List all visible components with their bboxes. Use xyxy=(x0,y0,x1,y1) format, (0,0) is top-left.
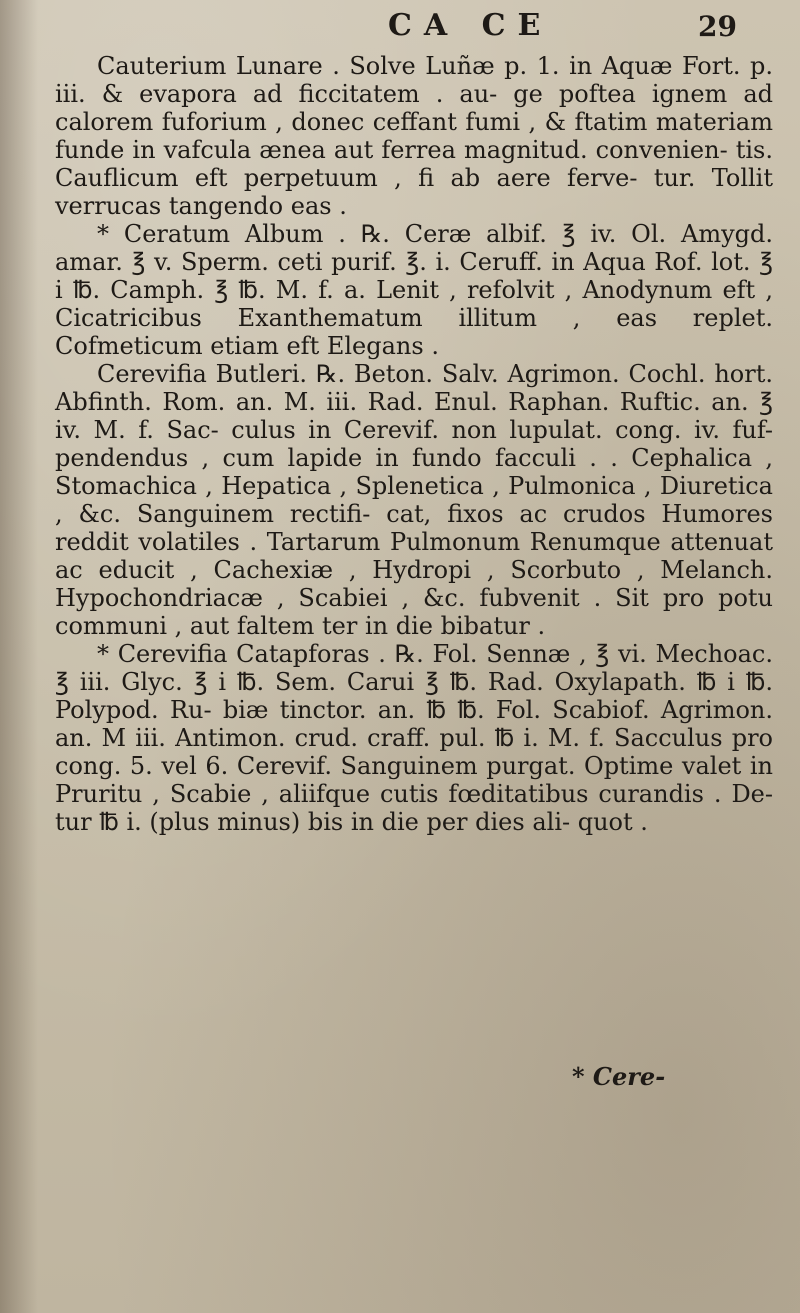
catchword: * Cere- xyxy=(572,1062,666,1091)
entry-cauterium-lunare: Cauterium Lunare . Solve Luñæ p. 1. in Aquæ Fort. p. iii. & evapora ad ficcitatem . au- ge poftea ignem ad calorem fuforium , donec ceffant fumi , & ftatim materiam funde in vafcula ænea aut ferrea magnitud. convenien- tis. Cauflicum eft perpetuum , fi ab aere ferve- tur. Tollit verrucas tangendo eas . xyxy=(55,52,773,220)
page-gutter-shadow xyxy=(0,0,38,1313)
running-head: CA CE xyxy=(388,8,553,43)
page-header xyxy=(0,8,800,44)
page-number: 29 xyxy=(698,10,737,43)
entry-cerevisia-butleri: Cerevifia Butleri. ℞. Beton. Salv. Agrimon. Cochl. hort. Abfinth. Rom. an. M. iii. Rad. Enul. Raphan. Ruftic. an. ℥ iv. M. f. Sac- culus in Cerevif. non lupulat. cong. iv. fuf- pendendus , cum lapide in fundo facculi . . Cephalica , Stomachica , Hepatica , Splenetica , Pulmonica , Diuretica , &c. Sanguinem rectifi- cat, fixos ac crudos Humores reddit volatiles . Tartarum Pulmonum Renumque attenuat ac educit , Cachexiæ , Hydropi , Scorbuto , Melanch. Hypochondriacæ , Scabiei , &c. fubvenit . Sit pro potu communi , aut faltem ter in die bibatur . xyxy=(55,360,773,640)
entry-ceratum-album: * Ceratum Album . ℞. Ceræ albif. ℥ iv. Ol. Amygd. amar. ℥ v. Sperm. ceti purif. ℥. i. Ceruff. in Aqua Rof. lot. ℥ i ℔. Camph. ℥ ℔. M. f. a. Lenit , refolvit , Anodynum eft , Cicatricibus Exanthematum illitum , eas replet. Cofmeticum etiam eft Elegans . xyxy=(55,220,773,360)
main-text xyxy=(55,52,773,836)
entry-cerevisia-catapotras: * Cerevifia Catapforas . ℞. Fol. Sennæ , ℥ vi. Mechoac. ℥ iii. Glyc. ℥ i ℔. Sem. Carui ℥ ℔. Rad. Oxylapath. ℔ i ℔. Polypod. Ru- biæ tinctor. an. ℔ ℔. Fol. Scabiof. Agrimon. an. M iii. Antimon. crud. craff. pul. ℔ i. M. f. Sacculus pro cong. 5. vel 6. Cerevif. Sanguinem purgat. Optime valet in Pruritu , Scabie , aliifque cutis fœditatibus curandis . De- tur ℔ i. (plus minus) bis in die per dies ali- quot . xyxy=(55,640,773,836)
